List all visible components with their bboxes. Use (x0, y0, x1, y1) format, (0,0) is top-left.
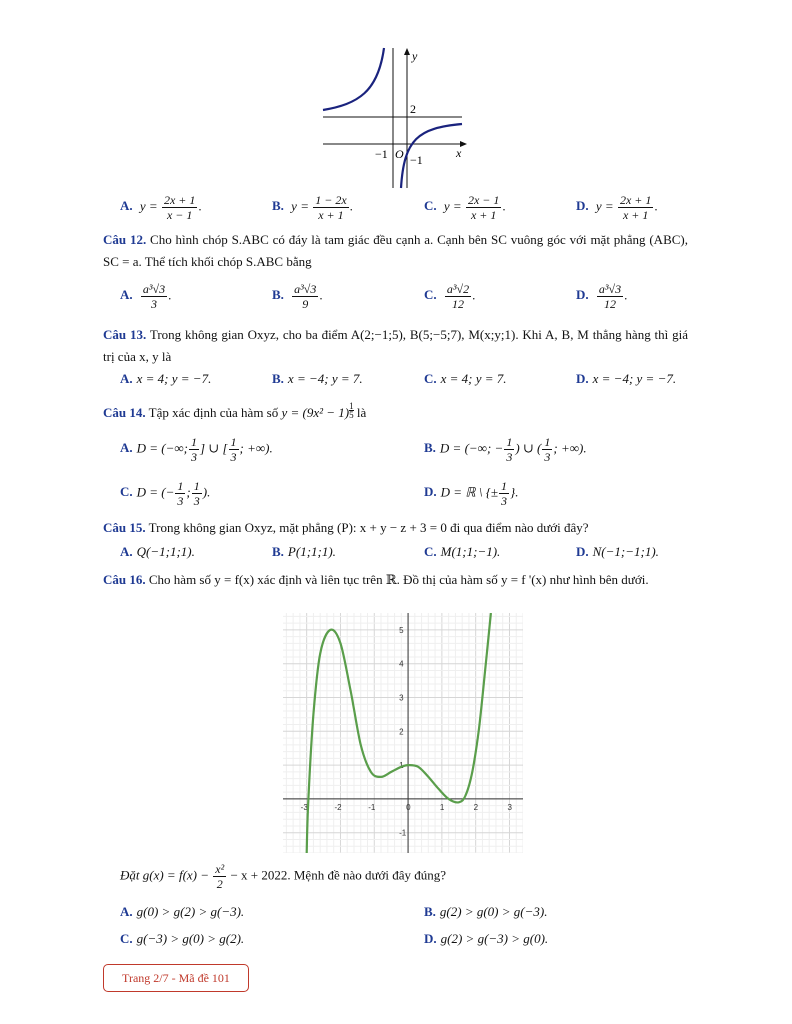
q16-stem: Câu 16. Cho hàm số y = f(x) xác định và liên tục trên ℝ. Đồ thị của hàm số y = f '(x) như hình bên dưới. (103, 572, 649, 587)
q15-option-a[interactable]: A. Q(−1;1;1). (120, 544, 195, 559)
q11-option-a[interactable]: A. y = $\frac{2x + 1}{x - 1}$ . (120, 193, 202, 222)
q14-option-d[interactable]: D. D = ℝ \ {± $\frac{1}{3}$ }. (424, 479, 519, 508)
q13-option-b[interactable]: B. x = −4; y = 7. (272, 371, 363, 386)
tick-label-2: 2 (410, 102, 416, 116)
q14-option-b[interactable]: B. D = (−∞; − $\frac{1}{3}$ ) ∪ ( $\frac{1}{3}$ ; +∞). (424, 435, 587, 464)
x-tick-label: -2 (334, 802, 342, 812)
q14-option-a[interactable]: A. D = (−∞; $\frac{1}{3}$ ] ∪ [ $\frac{1}{3}$ ; +∞). (120, 435, 273, 464)
q11-option-d[interactable]: D. y = $\frac{2x + 1}{x + 1}$ . (576, 193, 658, 222)
q13-stem: Câu 13. Trong không gian Oxyz, cho ba điểm A(2;−1;5), B(5;−5;7), M(x;y;1). Khi A, B, M thẳng hàng thì giá trị của x, y là (103, 327, 688, 364)
derivative-graph (283, 613, 523, 853)
q12-option-a[interactable]: A. $\frac{\text{a³√3}}{3}$ . (120, 282, 172, 311)
q12-option-c[interactable]: C. $\frac{\text{a³√2}}{12}$ . (424, 282, 476, 311)
x-tick-label: 1 (439, 802, 445, 812)
x-tick-label: 2 (473, 802, 479, 812)
q13-option-c[interactable]: C. x = 4; y = 7. (424, 371, 507, 386)
q12-option-b[interactable]: B. $\frac{\text{a³√3}}{9}$ . (272, 282, 323, 311)
y-axis-arrow (404, 48, 410, 55)
q15-stem: Câu 15. Trong không gian Oxyz, mặt phẳng (P): x + y − z + 3 = 0 đi qua điểm nào dưới đây? (103, 520, 589, 535)
q16-definition: Đặt g(x) = f(x) − $\frac{\text{x²}}{2}$ − x + 2022. Mệnh đề nào dưới đây đúng? (120, 862, 447, 891)
q14-stem: Câu 14. Tập xác định của hàm số y = (9x² − 1) $^{\frac{1}{5}}$ là (103, 401, 367, 420)
x-tick-label: 3 (507, 802, 512, 812)
q11-option-c[interactable]: C. y = $\frac{2x - 1}{x + 1}$ . (424, 193, 506, 222)
q12-option-d[interactable]: D. $\frac{\text{a³√3}}{12}$ . (576, 282, 628, 311)
tick-label-minus1-x: −1 (375, 147, 388, 161)
y-tick-label: -1 (399, 828, 407, 838)
tick-label-minus1-y: −1 (410, 153, 423, 167)
y-tick-label: 5 (399, 625, 404, 635)
q16-option-c[interactable]: C. g(−3) > g(0) > g(2). (120, 931, 245, 946)
x-axis-label: x (456, 146, 462, 160)
hyperbola-left-branch (323, 48, 384, 110)
q15-option-d[interactable]: D. N(−1;−1;1). (576, 544, 659, 559)
q12-stem: Câu 12. Cho hình chóp S.ABC có đáy là tam giác đều cạnh a. Cạnh bên SC vuông góc với mặt phẳng (ABC), SC = a. Thể tích khối chóp S.ABC bằng (103, 232, 688, 269)
q16-option-a[interactable]: A. g(0) > g(2) > g(−3). (120, 904, 245, 919)
y-tick-label: 3 (399, 693, 404, 703)
q13-option-d[interactable]: D. x = −4; y = −7. (576, 371, 677, 386)
hyperbola-graph (318, 44, 478, 190)
q15-option-b[interactable]: B. P(1;1;1). (272, 544, 336, 559)
y-axis-label: y (412, 49, 418, 63)
x-tick-label: -3 (300, 802, 308, 812)
y-tick-label: 2 (399, 727, 404, 737)
origin-label: O (395, 147, 404, 161)
q15-option-c[interactable]: C. M(1;1;−1). (424, 544, 501, 559)
y-tick-label: 1 (399, 761, 404, 771)
x-tick-label: 0 (406, 802, 411, 812)
q16-option-d[interactable]: D. g(2) > g(−3) > g(0). (424, 931, 549, 946)
q13-option-a[interactable]: A. x = 4; y = −7. (120, 371, 212, 386)
q14-option-c[interactable]: C. D = (− $\frac{1}{3}$ ; $\frac{1}{3}$ ). (120, 479, 211, 508)
q16-option-b[interactable]: B. g(2) > g(0) > g(−3). (424, 904, 548, 919)
q11-option-b[interactable]: B. y = $\frac{1 - 2x}{x + 1}$ . (272, 193, 353, 222)
y-tick-label: 4 (399, 659, 404, 669)
x-tick-label: -1 (368, 802, 376, 812)
page-footer: Trang 2/7 - Mã đề 101 (103, 964, 249, 992)
